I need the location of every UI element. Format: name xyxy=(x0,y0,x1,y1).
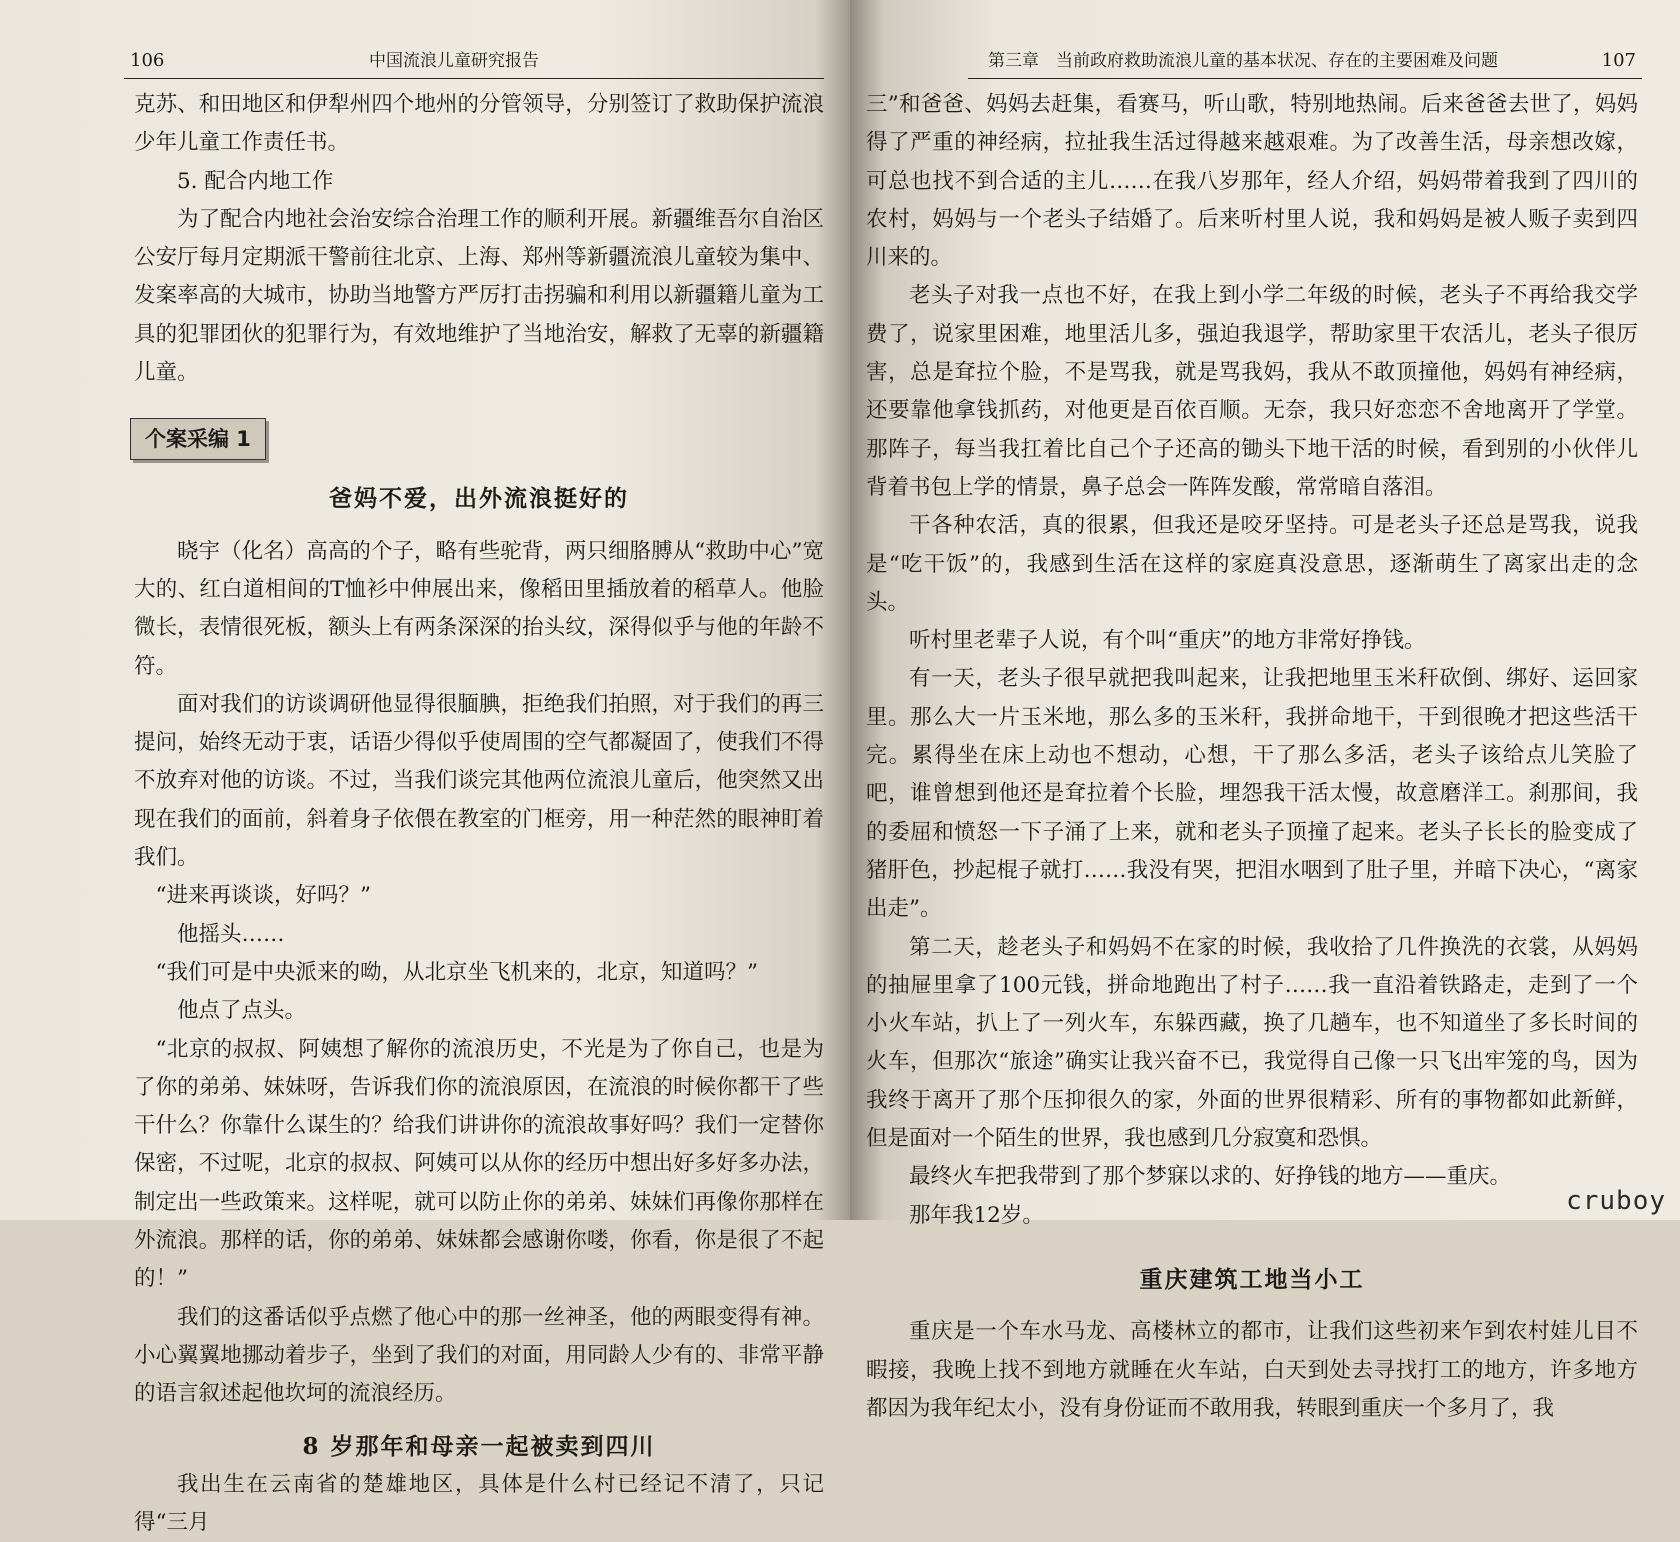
dialogue-line: 他点了点头。 xyxy=(177,998,307,1024)
right-header-title: 第三章 当前政府救助流浪儿童的基本状况、存在的主要困难及问题 xyxy=(988,51,1498,71)
paragraph: 最终火车把我带到了那个梦寐以求的、好挣钱的地方——重庆。 xyxy=(909,1164,1512,1190)
case-box xyxy=(134,418,824,460)
watermark: cruboy xyxy=(1566,1186,1666,1216)
dialogue-line: “北京的叔叔、阿姨想了解你的流浪历史，不光是为了你自己，也是为了你的弟弟、妹妹呀，告诉我们你的流浪原因，在流浪的时候你都干了些干什么？你靠什么谋生的？给我们讲讲你的流浪故事好吗？我们一定替你保密，不过呢，北京的叔叔、阿姨可以从你的经历中想出好多好多办法，制定出一些政策来。这样呢，就可以防止你的弟弟、妹妹们再像你那样在外流浪。那样的话，你的弟弟、妹妹都会感谢你喽，你看，你是很了不起的！” xyxy=(134,1036,824,1292)
paragraph: 第二天，趁老头子和妈妈不在家的时候，我收拾了几件换洗的衣裳，从妈妈的抽屉里拿了100元钱，拼命地跑出了村子……我一直沿着铁路走，走到了一个小火车站，扒上了一列火车，东躲西藏，换了几趟车，也不知道坐了多长时间的火车，但那次“旅途”确实让我兴奋不已，我觉得自己像一只飞出牢笼的鸟，因为我终于离开了那个压抑很久的家，外面的世界很精彩、所有的事物都如此新鲜，但是面对一个陌生的世界，我也感到几分寂寞和恐惧。 xyxy=(866,934,1638,1152)
dialogue-line: 他摇头…… xyxy=(177,921,285,947)
case-label: 个案采编 1 xyxy=(130,418,266,460)
paragraph: 为了配合内地社会治安综合治理工作的顺利开展。新疆维吾尔自治区公安厅每月定期派干警前往北京、上海、郑州等新疆流浪儿童较为集中、发案率高的大城市，协助当地警方严厉打击拐骗和利用以新疆籍儿童为工具的犯罪团伙的犯罪行为，有效地维护了当地治安，解救了无辜的新疆籍儿童。 xyxy=(134,206,824,386)
section-heading: 5. 配合内地工作 xyxy=(177,168,334,194)
sub-title: 8 岁那年和母亲一起被卖到四川 xyxy=(302,1432,656,1460)
sub-title: 重庆建筑工地当小工 xyxy=(1139,1265,1365,1293)
paragraph: 有一天，老头子很早就把我叫起来，让我把地里玉米秆砍倒、绑好、运回家里。那么大一片玉米地，那么多的玉米秆，我拼命地干，干到很晚才把这些活干完。累得坐在床上动也不想动，心想，干了那么多活，老头子该给点儿笑脸了吧，谁曾想到他还是耷拉着个长脸，埋怨我干活太慢，故意磨洋工。刹那间，我的委屈和愤怒一下子涌了上来，就和老头子顶撞了起来。老头子长长的脸变成了猪肝色，抄起棍子就打……我没有哭，把泪水咽到了肚子里，并暗下决心，“离家出走”。 xyxy=(866,666,1638,922)
right-page-body xyxy=(866,86,1638,1428)
dialogue-line: “我们可是中央派来的呦，从北京坐飞机来的，北京，知道吗？” xyxy=(155,959,758,985)
right-page xyxy=(850,0,1680,1421)
paragraph: 老头子对我一点也不好，在我上到小学二年级的时候，老头子不再给我交学费了，说家里困难，地里活儿多，强迫我退学，帮助家里干农活儿，老头子很厉害，总是耷拉个脸，不是骂我，就是骂我妈，我从不敢顶撞他，妈妈有神经病，还要靠他拿钱抓药，对他更是百依百顺。无奈，我只好恋恋不舍地离开了学堂。那阵子，每当我扛着比自己个子还高的锄头下地干活的时候，看到别的小伙伴儿背着书包上学的情景，鼻子总会一阵阵发酸，常常暗自落泪。 xyxy=(866,283,1638,500)
right-page-number: 107 xyxy=(1601,50,1636,71)
left-page-number: 106 xyxy=(130,50,165,71)
paragraph: 重庆是一个车水马龙、高楼林立的都市，让我们这些初来乍到农村娃儿目不暇接，我晚上找不到地方就睡在火车站，白天到处去寻找打工的地方，许多地方都因为我年纪太小，没有身份证而不敢用我，转眼到重庆一个多月了，我 xyxy=(866,1319,1638,1421)
paragraph: 克苏、和田地区和伊犁州四个地州的分管领导，分别签订了救助保护流浪少年儿童工作责任书。 xyxy=(134,92,824,156)
left-running-head xyxy=(124,44,824,79)
paragraph: 听村里老辈子人说，有个叫“重庆”的地方非常好挣钱。 xyxy=(909,628,1426,654)
right-running-head xyxy=(968,44,1642,79)
paragraph: 我出生在云南省的楚雄地区，具体是什么村已经记不清了，只记得“三月 xyxy=(134,1471,824,1536)
paragraph: 那年我12岁。 xyxy=(909,1202,1044,1228)
left-page-body xyxy=(134,86,824,1542)
story-title: 爸妈不爱，出外流浪挺好的 xyxy=(329,485,629,513)
paragraph: 我们的这番话似乎点燃了他心中的那一丝神圣，他的两眼变得有神。小心翼翼地挪动着步子，坐到了我们的对面，用同龄人少有的、非常平静的语言叙述起他坎坷的流浪经历。 xyxy=(134,1304,824,1407)
paragraph: 干各种农活，真的很累，但我还是咬牙坚持。可是老头子还总是骂我，说我是“吃干饭”的，我感到生活在这样的家庭真没意思，逐渐萌生了离家出走的念头。 xyxy=(866,513,1638,615)
dialogue-line: “进来再谈谈，好吗？” xyxy=(155,883,371,909)
paragraph: 三”和爸爸、妈妈去赶集，看赛马，听山歌，特别地热闹。后来爸爸去世了，妈妈得了严重的神经病，拉扯我生活过得越来越艰难。为了改善生活，母亲想改嫁，可总也找不到合适的主儿……在我八岁那年，经人介绍，妈妈带着我到了四川的农村，妈妈与一个老头子结婚了。后来听村里人说，我和妈妈是被人贩子卖到四川来的。 xyxy=(866,92,1638,271)
paragraph: 晓宇（化名）高高的个子，略有些驼背，两只细胳膊从“救助中心”宽大的、红白道相间的T恤衫中伸展出来，像稻田里插放着的稻草人。他脸微长，表情很死板，额头上有两条深深的抬头纹，深得似乎与他的年龄不符。 xyxy=(134,538,824,679)
paragraph: 面对我们的访谈调研他显得很腼腆，拒绝我们拍照，对于我们的再三提问，始终无动于衷，话语少得似乎使周围的空气都凝固了，使我们不得不放弃对他的访谈。不过，当我们谈完其他两位流浪儿童后，他突然又出现在我们的面前，斜着身子依偎在教室的门框旁，用一种茫然的眼神盯着我们。 xyxy=(134,691,824,871)
left-header-title: 中国流浪儿童研究报告 xyxy=(369,51,539,71)
